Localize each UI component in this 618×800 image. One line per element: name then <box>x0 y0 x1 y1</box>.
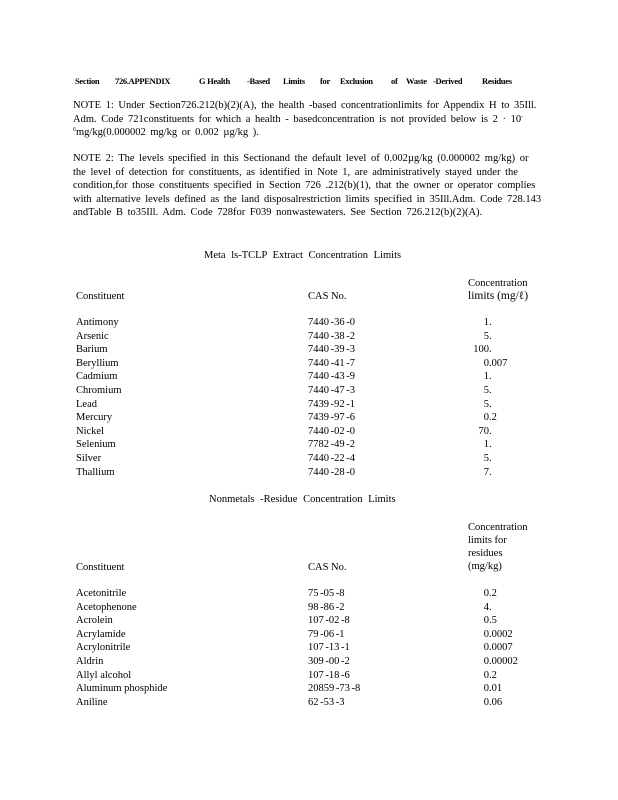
concentration-limit: 70. <box>478 425 492 437</box>
page-header <box>75 76 545 86</box>
header-based: -Based <box>247 76 270 86</box>
cas-number: 62 -53 -3 <box>308 696 345 708</box>
header-for: for <box>320 76 330 86</box>
cas-number: 107 -02 -8 <box>308 615 350 627</box>
concentration-limit: 0.2 <box>483 588 497 599</box>
cas-number: 107 -13 -1 <box>308 642 350 654</box>
constituent-name: Acrylamide <box>76 628 126 640</box>
table1-col-cas: CAS No. <box>308 291 347 302</box>
concentration-limit: 1. <box>483 371 492 383</box>
header-g-health: G Health <box>199 76 230 86</box>
constituent-name: Acetonitrile <box>76 588 127 599</box>
constituent-name: Silver <box>76 452 102 464</box>
concentration-limit: 1. <box>483 317 492 328</box>
header-appendix: 726.APPENDIX <box>115 76 171 86</box>
constituent-name: Lead <box>76 398 97 410</box>
header-of: of <box>391 76 398 86</box>
concentration-limit: 0.2 <box>483 412 497 424</box>
constituent-name: Allyl alcohol <box>76 669 132 681</box>
concentration-limit: 0.0002 <box>483 628 513 640</box>
constituent-name: Chromium <box>76 384 122 396</box>
constituent-name: Cadmium <box>76 371 118 383</box>
concentration-limit: 5. <box>483 384 492 396</box>
cas-number: 309 -00 -2 <box>308 655 350 667</box>
concentration-limit: 0.2 <box>483 669 497 681</box>
table2-col-conc: Concentration limits for residues (mg/kg) <box>468 522 528 572</box>
table1-col-conc: Concentration limits (mg/ℓ) <box>468 278 529 302</box>
cas-number: 98 -86 -2 <box>308 601 345 613</box>
cas-number: 79 -06 -1 <box>308 628 345 640</box>
concentration-limit: 5. <box>483 452 492 464</box>
header-section: Section <box>75 76 100 86</box>
cas-number: 7440 -47 -3 <box>308 384 355 396</box>
cas-number: 20859 -73 -8 <box>308 683 361 695</box>
table1-title: Meta ls-TCLP Extract Concentration Limits <box>204 250 402 261</box>
constituent-name: Mercury <box>76 412 113 424</box>
table2-title: Nonmetals -Residue Concentration Limits <box>209 494 396 505</box>
header-waste: Waste <box>406 76 427 86</box>
constituent-name: Thallium <box>76 466 115 478</box>
header-limits: Limits <box>283 76 305 86</box>
constituent-name: Aluminum phosphide <box>76 683 168 695</box>
cas-number: 7440 -28 -0 <box>308 466 355 478</box>
constituent-name: Barium <box>76 344 108 356</box>
header-derived: -Derived <box>433 76 463 86</box>
concentration-limit: 0.5 <box>483 615 497 627</box>
concentration-limit: 0.01 <box>483 683 503 695</box>
cas-number: 7440 -41 -7 <box>308 357 355 369</box>
concentration-limit: 1. <box>483 439 492 451</box>
constituent-name: Beryllium <box>76 357 119 369</box>
cas-number: 75 -05 -8 <box>308 588 345 599</box>
concentration-limit: 0.00002 <box>483 655 518 667</box>
cas-number: 7439 -92 -1 <box>308 398 355 410</box>
concentration-limit: 5. <box>483 398 492 410</box>
cas-number: 107 -18 -6 <box>308 669 350 681</box>
constituent-name: Aniline <box>76 696 108 708</box>
table2-col-cas: CAS No. <box>308 562 347 573</box>
cas-number: 7440 -22 -4 <box>308 452 355 464</box>
header-exclusion: Exclusion <box>340 76 373 86</box>
concentration-limit: 100. <box>473 344 492 356</box>
table1-col-constituent: Constituent <box>76 291 125 302</box>
constituent-name: Acrylonitrile <box>76 642 131 654</box>
concentration-limit: 0.0007 <box>483 642 513 654</box>
note-2: NOTE 2: The levels specified in this Sectionand the default level of 0.002µg/kg (0.000002 mg/kg) or the level of detection for constituents, as identified in Note 1, are administratively stayed under the condition,for those constituents specified in Section 726 .212(b)(1), that the owner or operator complies with alternative levels defined as the land disposalrestriction limits specified in 35Ill.Adm. Code 728.143 andTable B to35Ill. Adm. Code 728for F039 nonwastewaters. See Section 726.212(b)(2)(A). <box>73 153 542 218</box>
constituent-name: Aldrin <box>76 655 104 667</box>
constituent-name: Acrolein <box>76 615 113 627</box>
constituent-name: Antimony <box>76 317 119 328</box>
exponent: -6 <box>73 113 524 133</box>
cas-number: 7440 -36 -0 <box>308 317 355 328</box>
constituent-name: Acetophenone <box>76 601 137 613</box>
concentration-limit: 0.007 <box>483 357 508 369</box>
cas-number: 7440 -43 -9 <box>308 371 355 383</box>
concentration-limit: 4. <box>483 601 492 613</box>
concentration-limit: 0.06 <box>483 696 503 708</box>
cas-number: 7440 -38 -2 <box>308 330 355 342</box>
cas-number: 7782 -49 -2 <box>308 439 355 451</box>
concentration-limit: 7. <box>483 466 492 478</box>
constituent-name: Selenium <box>76 439 116 451</box>
concentration-limit: 5. <box>483 330 492 342</box>
constituent-name: Arsenic <box>76 330 109 342</box>
note-1: NOTE 1: Under Section726.212(b)(2)(A), the health -based concentrationlimits for Appendix H to 35Ill. Adm. Code 721constituents for which a health - basedconcentration is not provided below is $2 \cdot 10^{-6}mg/kg(0.000002$ mg/kg or 0.002 µg/kg ). <box>73 100 537 138</box>
cas-number: 7439 -97 -6 <box>308 412 355 424</box>
header-residues: Residues <box>482 76 512 86</box>
cas-number: 7440 -39 -3 <box>308 344 355 356</box>
constituent-name: Nickel <box>76 425 104 437</box>
table2-col-constituent: Constituent <box>76 562 125 573</box>
cas-number: 7440 -02 -0 <box>308 425 355 437</box>
